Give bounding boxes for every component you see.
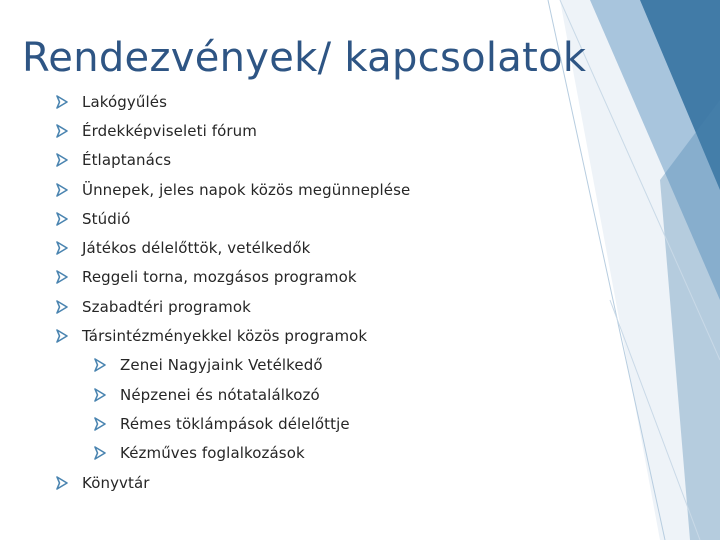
bullet-text: Lakógyűlés	[82, 92, 167, 111]
sub-bullet-item	[56, 351, 616, 380]
sub-bullet-item	[56, 409, 616, 438]
arrow-bullet-icon	[94, 446, 106, 460]
arrow-bullet-icon	[56, 241, 68, 255]
arrow-bullet-icon	[56, 153, 68, 167]
bullet-item	[56, 146, 616, 175]
bullet-text: Rémes töklámpások délelőttje	[120, 414, 350, 433]
bullet-text: Ünnepek, jeles napok közös megünneplése	[82, 180, 411, 199]
arrow-bullet-icon	[94, 417, 106, 431]
bullet-text: Étlaptanács	[82, 151, 172, 170]
arrow-bullet-icon	[94, 388, 106, 402]
bullet-item	[56, 263, 616, 292]
arrow-bullet-icon	[56, 212, 68, 226]
arrow-bullet-icon	[56, 183, 68, 197]
arrow-bullet-icon	[56, 270, 68, 284]
arrow-bullet-icon	[56, 300, 68, 314]
bullet-item	[56, 116, 616, 145]
bullet-text: Érdekképviseleti fórum	[82, 121, 257, 140]
arrow-bullet-icon	[56, 124, 68, 138]
bullet-text: Szabadtéri programok	[82, 297, 251, 316]
bullet-item	[56, 292, 616, 321]
bullet-text: Zenei Nagyjaink Vetélkedő	[120, 356, 323, 375]
bullet-item	[56, 321, 616, 350]
arrow-bullet-icon	[56, 329, 68, 343]
sub-bullet-item	[56, 439, 616, 468]
sub-bullet-item	[56, 380, 616, 409]
bullet-item	[56, 175, 616, 204]
bullet-text: Játékos délelőttök, vetélkedők	[82, 239, 311, 258]
bullet-item	[56, 204, 616, 233]
bullet-text: Stúdió	[82, 209, 131, 228]
bullet-list	[56, 87, 616, 497]
arrow-bullet-icon	[94, 358, 106, 372]
arrow-bullet-icon	[56, 476, 68, 490]
bullet-text: Reggeli torna, mozgásos programok	[82, 268, 357, 287]
bullet-text: Népzenei és nótatalálkozó	[120, 385, 320, 404]
bullet-text: Kézműves foglalkozások	[120, 444, 305, 463]
bullet-item	[56, 468, 616, 497]
bullet-item	[56, 233, 616, 262]
bullet-text: Társintézményekkel közös programok	[82, 327, 368, 346]
bullet-item	[56, 87, 616, 116]
bullet-text: Könyvtár	[82, 473, 150, 492]
slide-title: Rendezvények/ kapcsolatok	[22, 35, 587, 81]
arrow-bullet-icon	[56, 95, 68, 109]
